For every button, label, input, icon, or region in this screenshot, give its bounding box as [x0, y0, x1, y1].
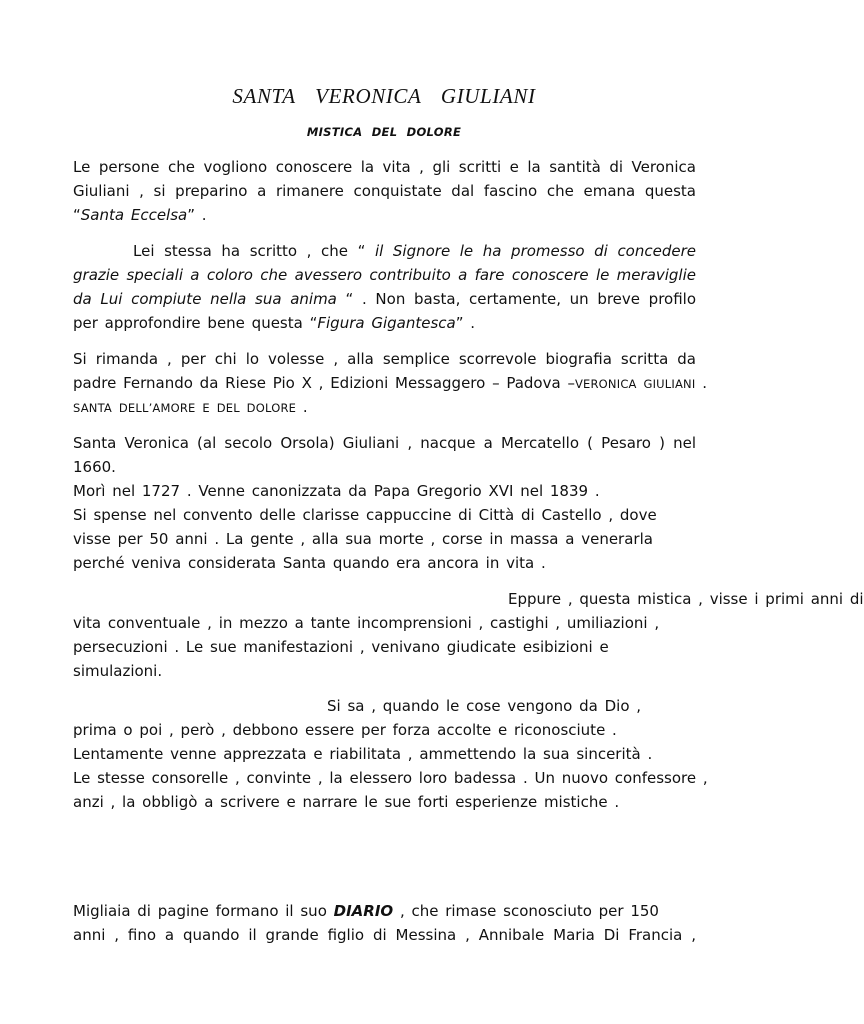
paragraph-1-line-1: Le persone che vogliono conoscere la vita , gli scritti e la santità di Veronica	[73, 158, 696, 176]
paragraph-6-line-2: prima o poi , però , debbono essere per forza accolte e riconosciute .	[73, 721, 617, 739]
text-run: Migliaia di pagine formano il suo	[73, 902, 334, 920]
quoted-phrase: Figura Gigantesca	[317, 314, 456, 332]
text-run: “ . Non basta, certamente, un breve profilo	[336, 290, 697, 308]
text-run: .	[695, 374, 708, 392]
paragraph-5-line-4: simulazioni.	[73, 662, 163, 680]
paragraph-2-line-1	[133, 241, 696, 261]
paragraph-6-line-4: Le stesse consorelle , convinte , la elessero loro badessa . Un nuovo confessore ,	[73, 769, 708, 787]
document-subtitle: MISTICA DEL DOLORE	[306, 125, 462, 139]
paragraph-1-line-3	[73, 205, 696, 225]
paragraph-3-line-1: Si rimanda , per chi lo volesse , alla semplice scorrevole biografia scritta da	[73, 350, 696, 368]
paragraph-5-line-3: persecuzioni . Le sue manifestazioni , venivano giudicate esibizioni e	[73, 638, 609, 656]
paragraph-7-line-1	[73, 901, 696, 921]
paragraph-7-line-2: anni , fino a quando il grande figlio di Messina , Annibale Maria Di Francia ,	[73, 926, 696, 944]
document-title: SANTA VERONICA GIULIANI	[232, 84, 536, 108]
paragraph-4-line-6: perché veniva considerata Santa quando era ancora in vita .	[73, 554, 546, 572]
text-run: Lei stessa ha scritto , che “	[133, 242, 375, 260]
quote-open: “	[73, 206, 81, 224]
paragraph-6-line-3: Lentamente venne apprezzata e riabilitata , ammettendo la sua sincerità .	[73, 745, 653, 763]
paragraph-3-line-2	[73, 373, 708, 394]
paragraph-5-line-2: vita conventuale , in mezzo a tante incomprensioni , castighi , umiliazioni ,	[73, 614, 660, 632]
paragraph-6-line-1: Si sa , quando le cose vengono da Dio ,	[327, 697, 642, 715]
paragraph-2-line-2: grazie speciali a coloro che avessero contribuito a fare conoscere le meraviglie	[73, 266, 696, 284]
quote-close: ” .	[187, 206, 207, 224]
paragraph-4-line-3: Morì nel 1727 . Venne canonizzata da Papa Gregorio XVI nel 1839 .	[73, 482, 600, 500]
quoted-phrase: da Lui compiute nella sua anima	[73, 290, 337, 308]
quoted-phrase: il Signore le ha promesso di concedere	[374, 242, 696, 260]
paragraph-4-line-1: Santa Veronica (al secolo Orsola) Giuliani , nacque a Mercatello ( Pesaro ) nel	[73, 434, 696, 452]
paragraph-4-line-4: Si spense nel convento delle clarisse cappuccine di Città di Castello , dove	[73, 506, 657, 524]
paragraph-3-line-3	[73, 397, 696, 418]
quoted-phrase: Santa Eccelsa	[80, 206, 188, 224]
paragraph-4-line-2: 1660.	[73, 458, 116, 476]
paragraph-1-line-2: Giuliani , si preparino a rimanere conquistate dal fascino che emana questa	[73, 182, 696, 200]
text-run: , che rimase sconosciuto per 150	[393, 902, 659, 920]
book-title-part-2: SANTA DELL’AMORE E DEL DOLORE	[73, 401, 297, 415]
text-run: per approfondire bene questa “	[73, 314, 318, 332]
paragraph-2-line-4	[73, 313, 696, 333]
text-run: ” .	[455, 314, 476, 332]
paragraph-6-line-5: anzi , la obbligò a scrivere e narrare le sue forti esperienze mistiche .	[73, 793, 620, 811]
diario-emphasis: DIARIO	[333, 902, 394, 920]
text-run: .	[296, 398, 308, 416]
paragraph-2-line-3	[73, 289, 696, 309]
text-run: padre Fernando da Riese Pio X , Edizioni Messaggero – Padova –	[73, 374, 575, 392]
book-title-part-1: VERONICA GIULIANI	[574, 377, 696, 391]
paragraph-4-line-5: visse per 50 anni . La gente , alla sua morte , corse in massa a venerarla	[73, 530, 653, 548]
paragraph-5-line-1: Eppure , questa mistica , visse i primi anni di	[508, 590, 864, 608]
